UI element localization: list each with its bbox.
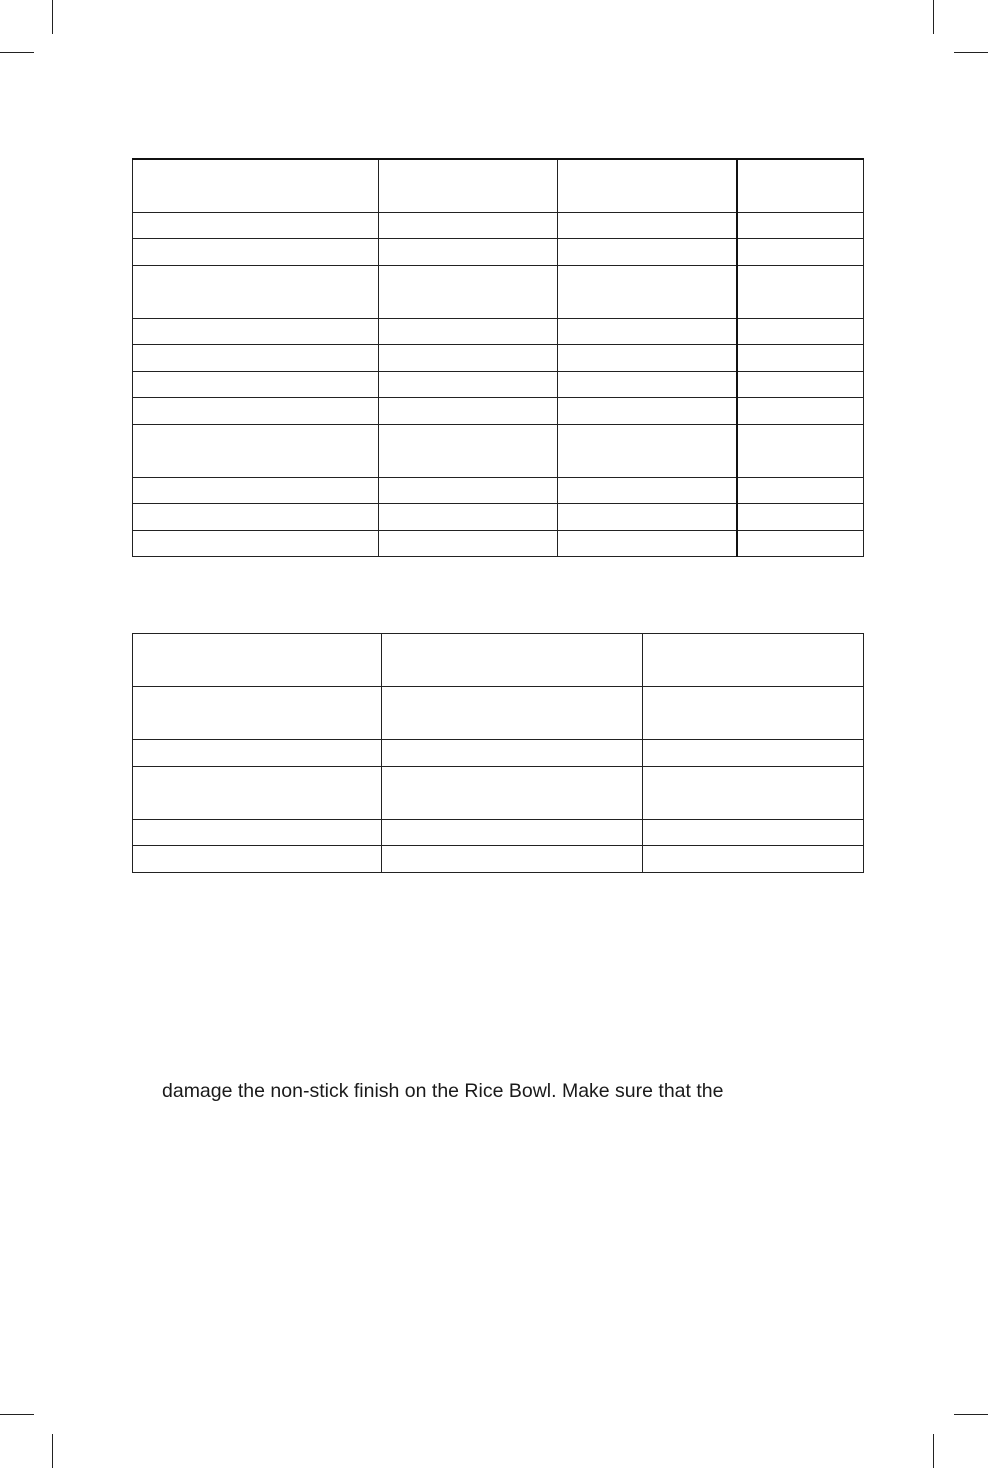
- table-row: [133, 371, 864, 398]
- table-cell: [133, 766, 382, 819]
- table-cell: [133, 265, 379, 318]
- table-cell: [558, 477, 737, 504]
- crop-mark: [933, 1434, 934, 1468]
- table-cell: [737, 212, 864, 239]
- table-cell: [379, 265, 558, 318]
- crop-mark: [0, 1414, 34, 1415]
- table-cell: [558, 212, 737, 239]
- table-row: [133, 159, 864, 212]
- table-cell: [643, 634, 864, 687]
- table-cell: [382, 634, 643, 687]
- table-cell: [133, 345, 379, 372]
- table-cell: [133, 239, 379, 266]
- table-cell: [737, 265, 864, 318]
- table-cell: [133, 687, 382, 740]
- table-cell: [737, 371, 864, 398]
- table-row: [133, 318, 864, 345]
- table-cell: [133, 819, 382, 846]
- table-cell: [133, 159, 379, 212]
- table-row: [133, 846, 864, 873]
- table-cell: [558, 265, 737, 318]
- table-cell: [643, 687, 864, 740]
- table-cell: [133, 398, 379, 425]
- table-cell: [382, 766, 643, 819]
- table-1-body: [133, 159, 864, 557]
- table-row: [133, 398, 864, 425]
- crop-mark: [0, 52, 34, 53]
- table-row: [133, 239, 864, 266]
- table-cell: [133, 530, 379, 557]
- crop-mark: [52, 1434, 53, 1468]
- table-cell: [643, 819, 864, 846]
- table-cell: [379, 159, 558, 212]
- table-row: [133, 504, 864, 531]
- table-row: [133, 477, 864, 504]
- table-cell: [558, 398, 737, 425]
- table-row: [133, 530, 864, 557]
- table-2-body: [133, 634, 864, 873]
- body-text: damage the non-stick finish on the Rice Bowl. Make sure that the: [162, 1080, 724, 1102]
- table-cell: [382, 687, 643, 740]
- table-row: [133, 766, 864, 819]
- crop-mark: [954, 52, 988, 53]
- table-cell: [379, 212, 558, 239]
- table-cell: [737, 159, 864, 212]
- table-cell: [558, 371, 737, 398]
- table-row: [133, 212, 864, 239]
- table-cell: [133, 634, 382, 687]
- table-2: [132, 633, 864, 873]
- table-cell: [737, 530, 864, 557]
- table-cell: [382, 819, 643, 846]
- table-row: [133, 424, 864, 477]
- table-cell: [558, 345, 737, 372]
- table-row: [133, 265, 864, 318]
- table-cell: [133, 318, 379, 345]
- table-1: [132, 158, 864, 557]
- crop-mark: [52, 0, 53, 34]
- crop-mark: [933, 0, 934, 34]
- table-cell: [379, 371, 558, 398]
- table-row: [133, 634, 864, 687]
- table-cell: [737, 345, 864, 372]
- table-cell: [558, 159, 737, 212]
- table-cell: [379, 424, 558, 477]
- table-row: [133, 819, 864, 846]
- table-row: [133, 740, 864, 767]
- table-cell: [379, 239, 558, 266]
- table-cell: [379, 477, 558, 504]
- table-cell: [382, 740, 643, 767]
- table-cell: [737, 239, 864, 266]
- table-cell: [737, 398, 864, 425]
- table-row: [133, 687, 864, 740]
- table-cell: [379, 345, 558, 372]
- table-cell: [558, 424, 737, 477]
- table-cell: [379, 398, 558, 425]
- table-row: [133, 345, 864, 372]
- table-cell: [643, 740, 864, 767]
- table-cell: [737, 504, 864, 531]
- table-cell: [133, 477, 379, 504]
- table-cell: [558, 530, 737, 557]
- table-cell: [643, 846, 864, 873]
- table-cell: [379, 504, 558, 531]
- table-cell: [558, 504, 737, 531]
- table-cell: [737, 477, 864, 504]
- table-cell: [133, 424, 379, 477]
- table-cell: [133, 504, 379, 531]
- table-cell: [643, 766, 864, 819]
- table-cell: [133, 846, 382, 873]
- table-cell: [737, 424, 864, 477]
- table-cell: [379, 530, 558, 557]
- table-cell: [558, 318, 737, 345]
- table-cell: [737, 318, 864, 345]
- table-cell: [133, 740, 382, 767]
- table-cell: [133, 371, 379, 398]
- table-cell: [382, 846, 643, 873]
- table-cell: [379, 318, 558, 345]
- table-cell: [558, 239, 737, 266]
- crop-mark: [954, 1414, 988, 1415]
- table-cell: [133, 212, 379, 239]
